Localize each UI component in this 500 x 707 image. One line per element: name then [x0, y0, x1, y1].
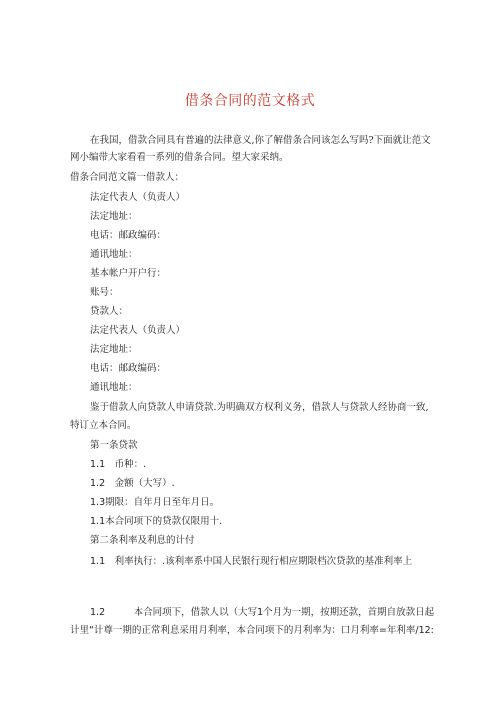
text-line: 电话：邮政编码：: [90, 363, 167, 374]
intro-line-2: 网小编带大家看看一系列的借条合同。望大家采纳。: [70, 152, 289, 163]
text-line: 通讯地址：: [90, 382, 138, 393]
text-line: 法定地址：: [90, 344, 138, 355]
article-2-item-2-line-2: 计里“计尊一期的正常利息采用月利率，本合同项下的月利率为：口月利率=年利率/12:: [70, 625, 434, 636]
text-line: 账号：: [90, 287, 119, 298]
document-title: 借条合同的范文格式: [184, 93, 316, 109]
article-2-item-2-line-1: 1.2 本合同项下，借款人以（大写1个月为一期，按期还款，首期自放款日起: [90, 607, 435, 618]
text-line: 贷款人：: [90, 306, 129, 317]
article-1-item: 1.2 金额（大写）.: [90, 478, 175, 489]
article-1-item: 1.1本合同项下的贷款仅限用十.: [90, 516, 223, 527]
article-2-heading: 第二条利率及利息的计付: [90, 535, 195, 546]
text-line: 基本帐户开户行：: [90, 268, 167, 279]
para2-line-1: 鉴于借款人向贷款人申请贷款.为明确双方权利义务，借款人与贷款人经协商一致,: [90, 402, 429, 413]
text-line: 通讯地址：: [90, 249, 138, 260]
text-line: 电话：邮政编码：: [90, 230, 167, 241]
text-line: 法定地址：: [90, 211, 138, 222]
intro-line-1: 在我国，借款合同具有普遍的法律意义,你了解借条合同该怎么写吗?下面就让范文: [90, 135, 431, 146]
text-line: 法定代表人（负责人）: [90, 192, 186, 203]
para2-line-2: 特订立本合同。: [70, 420, 137, 431]
article-1-heading: 第一条贷款: [90, 440, 138, 451]
article-1-item: 1.3期限：自年月日至年月日。: [90, 497, 220, 508]
text-line: 法定代表人（负责人）: [90, 325, 186, 336]
article-1-item: 1.1 币种：.: [90, 459, 147, 470]
text-line: 借条合同范文篇一借款人：: [70, 172, 185, 183]
article-2-item-1: 1.1 利率执行：.该利率系中国人民银行现行相应期限档次贷款的基准利率上: [90, 556, 413, 567]
